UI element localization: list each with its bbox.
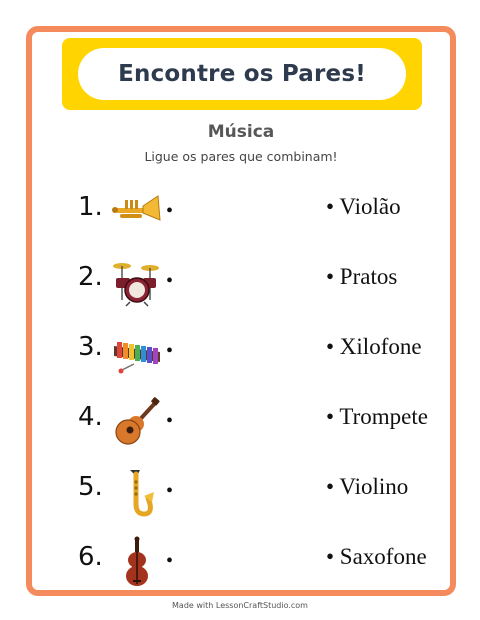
item-number: 2. [78,262,103,292]
match-row-2 [32,254,450,314]
match-row-3 [32,324,450,384]
item-number: 1. [78,192,103,222]
instructions-text: Ligue os pares que combinam! [144,149,338,164]
left-match-dot[interactable]: • [166,480,174,502]
match-row-1 [32,184,450,244]
match-word[interactable]: • Trompete [326,404,428,429]
left-match-dot[interactable]: • [166,200,174,222]
trumpet-icon [110,186,164,238]
match-row-6 [32,534,450,594]
saxophone-icon [110,466,164,518]
title-banner [62,38,422,110]
subject-heading: Música [207,122,275,142]
left-match-dot[interactable]: • [166,340,174,362]
match-word[interactable]: • Saxofone [326,544,427,569]
left-match-dot[interactable]: • [166,410,174,432]
match-word[interactable]: • Violino [326,474,409,499]
match-row-4 [32,394,450,454]
left-match-dot[interactable]: • [166,550,174,572]
drum-kit-icon [110,256,164,308]
item-number: 4. [78,402,103,432]
match-word[interactable]: • Violão [326,194,401,219]
xylophone-icon [110,326,164,378]
title-pill [78,48,406,100]
match-row-5 [32,464,450,524]
violin-icon [110,536,164,588]
match-word[interactable]: • Pratos [326,264,398,289]
page-title: Encontre os Pares! [118,61,366,87]
item-number: 5. [78,472,103,502]
guitar-icon [110,396,164,448]
footer-credit: Made with LessonCraftStudio.com [172,601,308,610]
item-number: 3. [78,332,103,362]
left-match-dot[interactable]: • [166,270,174,292]
worksheet-frame [26,26,456,596]
item-number: 6. [78,542,103,572]
match-word[interactable]: • Xilofone [326,334,422,359]
